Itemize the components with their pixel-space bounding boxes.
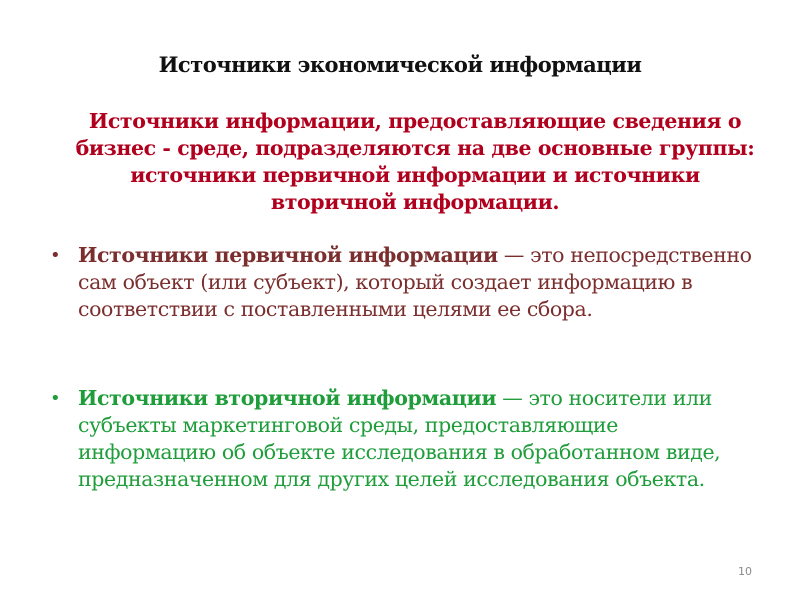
bullet-text: — это носители или субъекты маркетинговой среды, предоставляющие информацию об объекте исследования в обработанном виде, предназначенном для других целей исследования объекта. <box>78 386 721 491</box>
bullet-term: Источники первичной информации <box>78 243 498 267</box>
bullet-primary-sources <box>50 242 758 323</box>
intro-paragraph: Источники информации, предоставляющие сведения о бизнес - среде, подразделяются на две основные группы: источники первичной информации и источники вторичной информации. <box>75 109 755 214</box>
page-number: 10 <box>738 565 752 578</box>
bullet-text: — это непосредственно сам объект (или субъект), который создает информацию в соответствии с поставленными целями ее сбора. <box>78 243 752 321</box>
bullet-term: Источники вторичной информации <box>78 386 497 410</box>
bullet-marker: • <box>50 388 61 409</box>
bullet-marker: • <box>50 245 61 266</box>
bullet-secondary-sources <box>50 385 758 493</box>
slide-title: Источники экономической информации <box>158 52 642 77</box>
